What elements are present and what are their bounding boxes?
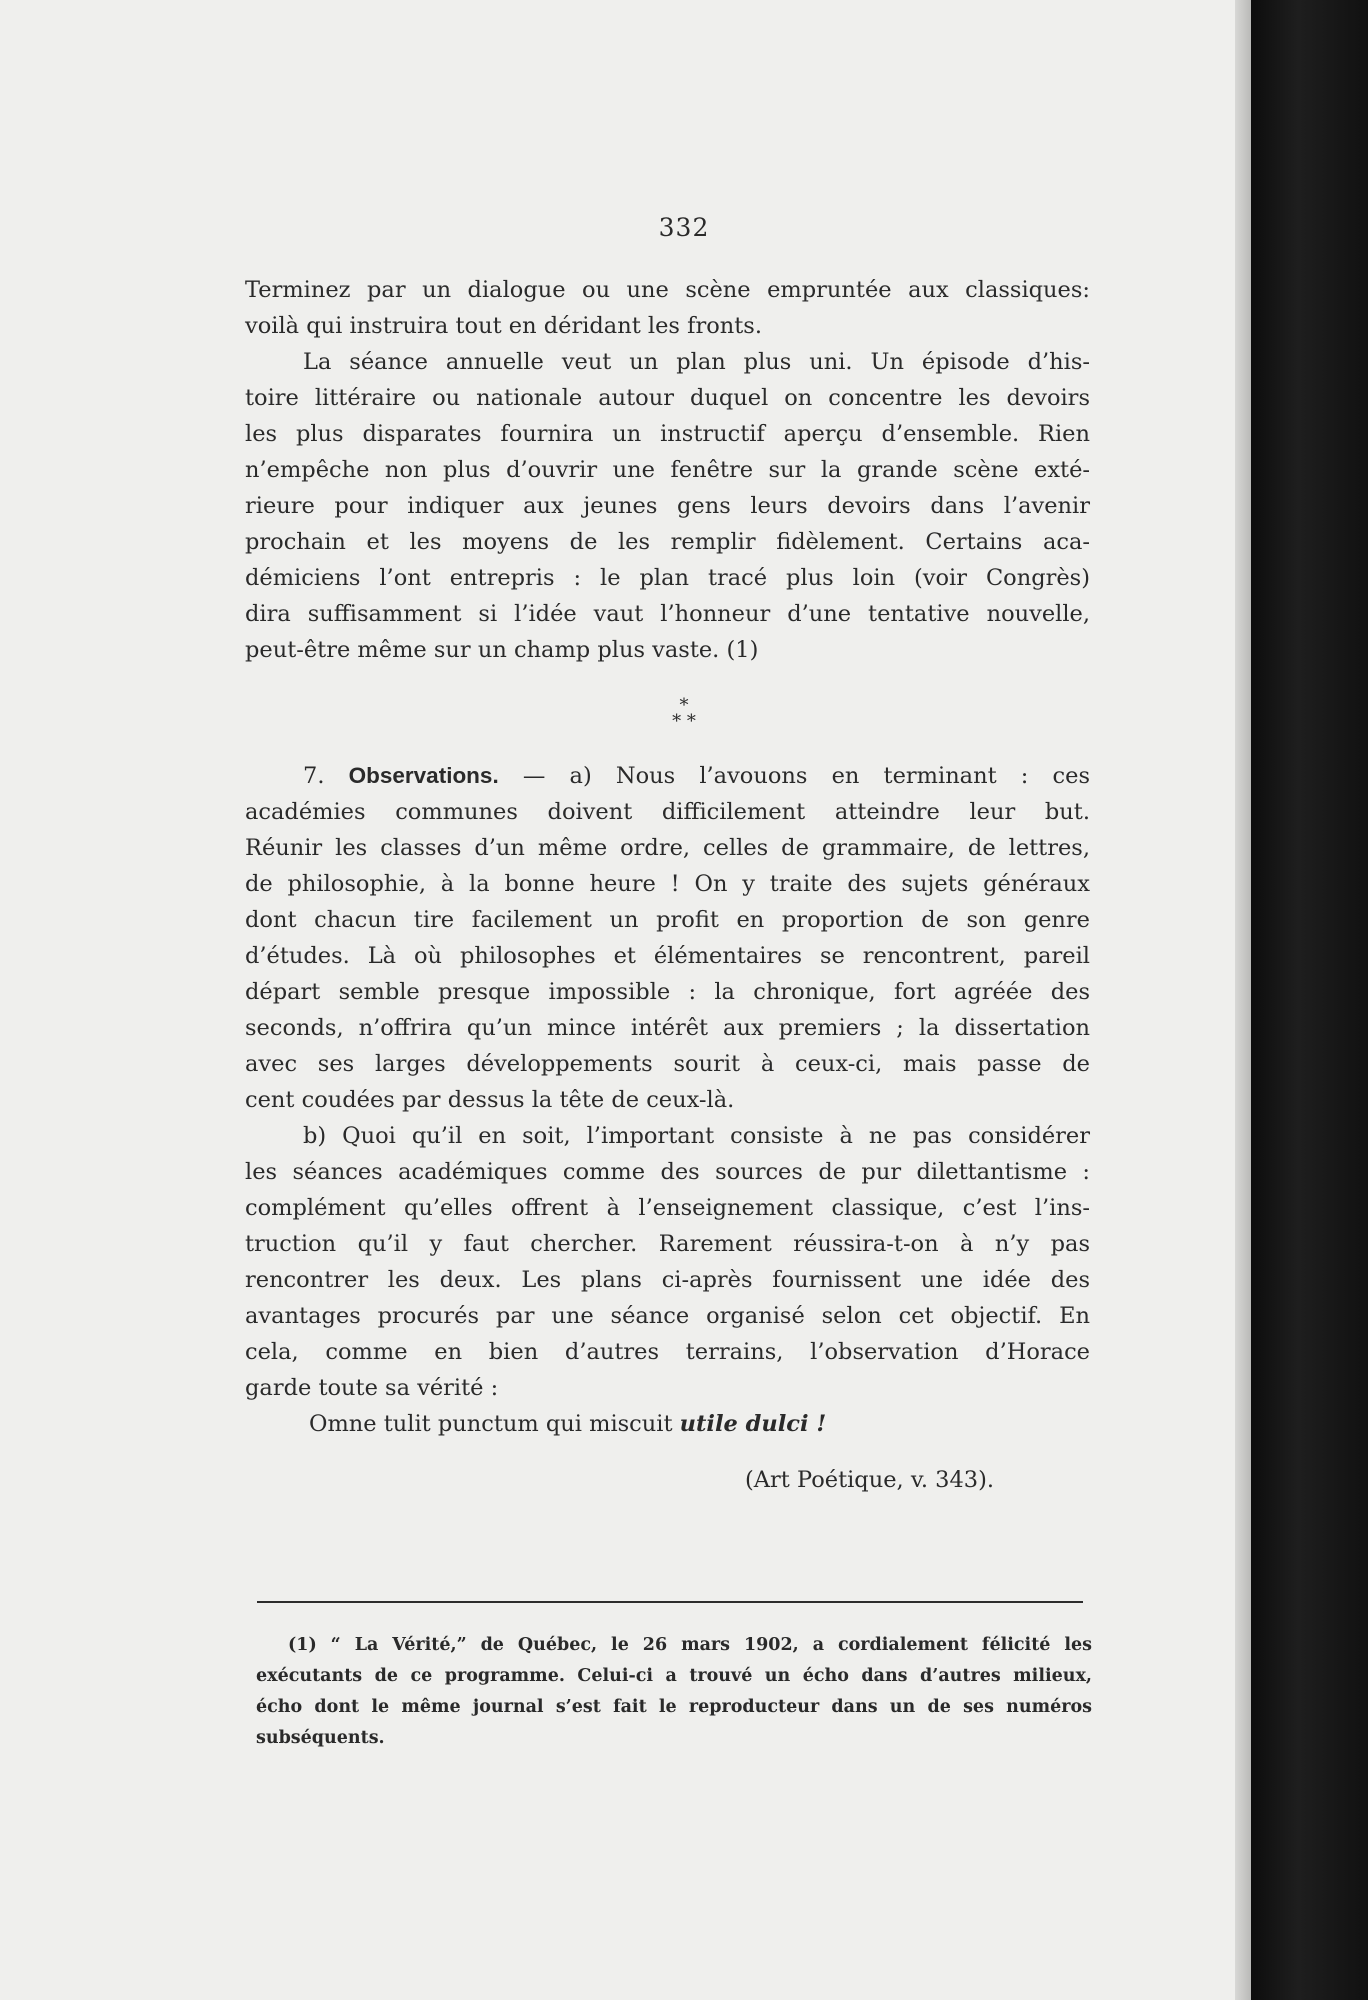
text-line: complément qu’elles offrent à l’enseignement classique, c’est l’ins- (245, 1195, 1090, 1221)
text-line: démiciens l’ont entrepris : le plan tracé plus loin (voir Congrès) (245, 565, 1090, 591)
footnote-line: (1) “ La Vérité,” de Québec, le 26 mars 1902, a cordialement félicité les (288, 1635, 1092, 1655)
latin-quote (245, 1406, 1090, 1442)
text-line: cent coudées par dessus la tête de ceux-là. (245, 1087, 735, 1113)
quote-italic: utile dulci ! (679, 1411, 827, 1437)
paragraph-annual-session (245, 344, 1090, 668)
text-line: voilà qui instruira tout en déridant les fronts. (245, 313, 762, 339)
text-line: dira suffisamment si l’idée vaut l’honneur d’une tentative nouvelle, (245, 601, 1090, 627)
text-line: de philosophie, à la bonne heure ! On y traite des sujets généraux (245, 871, 1090, 897)
text-line: Terminez par un dialogue ou une scène empruntée aux classiques: (245, 277, 1090, 303)
text-line: toire littéraire ou nationale autour duquel on concentre les devoirs (245, 385, 1090, 411)
section-heading: Observations. (348, 763, 499, 788)
book-spine-edge (1251, 0, 1368, 2000)
text-line: La séance annuelle veut un plan plus uni. Un épisode d’his- (303, 349, 1090, 375)
section-first-line (245, 758, 1090, 794)
asterism-bottom: * * (672, 711, 696, 732)
text-line: prochain et les moyens de les remplir fidèlement. Certains aca- (245, 529, 1090, 555)
asterism-separator (0, 695, 1368, 732)
text-line: b) Quoi qu’il en soit, l’important consiste à ne pas considérer (303, 1123, 1090, 1149)
text-line: cela, comme en bien d’autres terrains, l’observation d’Horace (245, 1339, 1090, 1365)
asterism-top: * (679, 695, 689, 716)
text-line: Réunir les classes d’un même ordre, celles de grammaire, de lettres, (245, 835, 1090, 861)
footnote-rule (257, 1601, 1083, 1603)
page-number: 332 (658, 213, 710, 242)
text-line: académies communes doivent difficilement atteindre leur but. (245, 799, 1090, 825)
text-line: avantages procurés par une séance organisé selon cet objectif. En (245, 1303, 1090, 1329)
footnote-line: exécutants de ce programme. Celui-ci a trouvé un écho dans d’autres milieux, (256, 1666, 1092, 1686)
text-line: d’études. Là où philosophes et élémentaires se rencontrent, pareil (245, 943, 1090, 969)
text-line: départ semble presque impossible : la chronique, fort agréée des (245, 979, 1090, 1005)
section-number: 7. (303, 763, 325, 789)
text-line: rencontrer les deux. Les plans ci-après fournissent une idée des (245, 1267, 1090, 1293)
section-observations (245, 758, 1090, 1118)
footnote (256, 1630, 1092, 1754)
text-line: les plus disparates fournira un instructif aperçu d’ensemble. Rien (245, 421, 1090, 447)
footnote-line: subséquents. (256, 1728, 385, 1748)
section-first-line-text: — a) Nous l’avouons en terminant : ces (522, 763, 1091, 789)
quote-plain: Omne tulit punctum qui miscuit (309, 1411, 680, 1437)
text-line: peut-être même sur un champ plus vaste. (1) (245, 637, 759, 663)
page-gutter-shadow (1235, 0, 1251, 2000)
footnote-line: écho dont le même journal s’est fait le reproducteur dans un de ses numéros (256, 1697, 1092, 1717)
text-line: les séances académiques comme des sources de pur dilettantisme : (245, 1159, 1090, 1185)
text-line: avec ses larges développements sourit à ceux-ci, mais passe de (245, 1051, 1090, 1077)
paragraph-b (245, 1118, 1090, 1442)
paragraph-intro (245, 272, 1090, 344)
text-line: dont chacun tire facilement un profit en proportion de son genre (245, 907, 1090, 933)
text-line: garde toute sa vérité : (245, 1375, 499, 1401)
text-line: seconds, n’offrira qu’un mince intérêt aux premiers ; la dissertation (245, 1015, 1090, 1041)
text-line: n’empêche non plus d’ouvrir une fenêtre sur la grande scène exté- (245, 457, 1090, 483)
quote-attribution: (Art Poétique, v. 343). (745, 1467, 995, 1493)
text-line: rieure pour indiquer aux jeunes gens leurs devoirs dans l’avenir (245, 493, 1090, 519)
text-line: truction qu’il y faut chercher. Rarement réussira-t-on à n’y pas (245, 1231, 1090, 1257)
